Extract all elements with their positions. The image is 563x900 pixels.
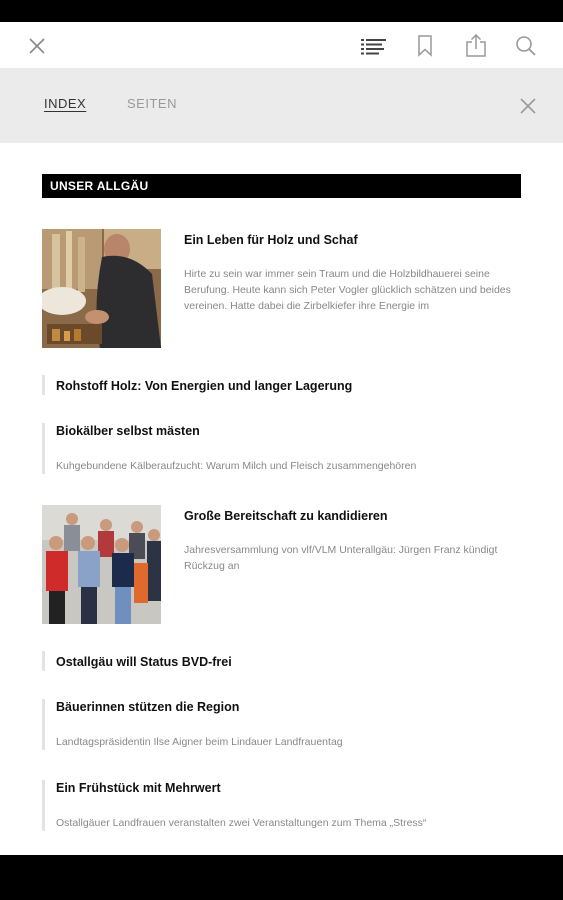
article-title: Ostallgäu will Status BVD-frei (56, 655, 232, 669)
article-title: Rohstoff Holz: Von Energien und langer Lagerung (56, 379, 353, 393)
article-thumbnail (42, 229, 161, 348)
search-icon[interactable] (513, 33, 539, 59)
article-item[interactable] (42, 505, 522, 625)
article-title: Bäuerinnen stützen die Region (56, 700, 240, 714)
article-thumbnail (42, 505, 161, 624)
article-item[interactable] (42, 423, 522, 474)
close-panel-icon[interactable] (518, 96, 538, 116)
article-title: Ein Frühstück mit Mehrwert (56, 781, 221, 795)
article-title: Große Bereitschaft zu kandidieren (184, 509, 388, 523)
top-toolbar (0, 22, 563, 68)
article-teaser: Kuhgebundene Kälberaufzucht: Warum Milch und Fleisch zusammengehören (56, 460, 417, 472)
index-tabs-panel (0, 68, 563, 143)
article-item[interactable] (42, 375, 522, 395)
status-bar (0, 0, 563, 22)
list-icon[interactable] (360, 33, 388, 59)
app-screen (0, 22, 563, 855)
article-item[interactable] (42, 229, 522, 349)
system-nav-bar (0, 855, 563, 900)
article-title: Ein Leben für Holz und Schaf (184, 233, 358, 247)
article-item[interactable] (42, 651, 522, 671)
share-icon[interactable] (463, 33, 489, 59)
article-teaser: Jahresversammlung von vlf/VLM Unterallgäu: Jürgen Franz kündigt Rückzug an (184, 544, 498, 572)
article-item[interactable] (42, 780, 522, 831)
close-icon[interactable] (24, 33, 50, 59)
article-title: Biokälber selbst mästen (56, 424, 200, 438)
article-teaser: Landtagspräsidentin Ilse Aigner beim Lindauer Landfrauentag (56, 736, 343, 748)
article-teaser: Ostallgäuer Landfrauen veranstalten zwei Veranstaltungen zum Thema „Stress“ (56, 817, 427, 829)
section-header: UNSER ALLGÄU (42, 174, 521, 198)
article-teaser: Hirte zu sein war immer sein Traum und die Holzbildhauerei seine Berufung. Heute kann sich Peter Vogler glücklich schätzen und beides vereinen. Hatte dabei die Zirbelkiefer ihre Energie im (184, 268, 511, 312)
tab-index[interactable]: INDEX (44, 96, 87, 111)
bookmark-icon[interactable] (412, 33, 438, 59)
article-item[interactable] (42, 699, 522, 750)
tab-seiten[interactable]: SEITEN (127, 96, 177, 111)
